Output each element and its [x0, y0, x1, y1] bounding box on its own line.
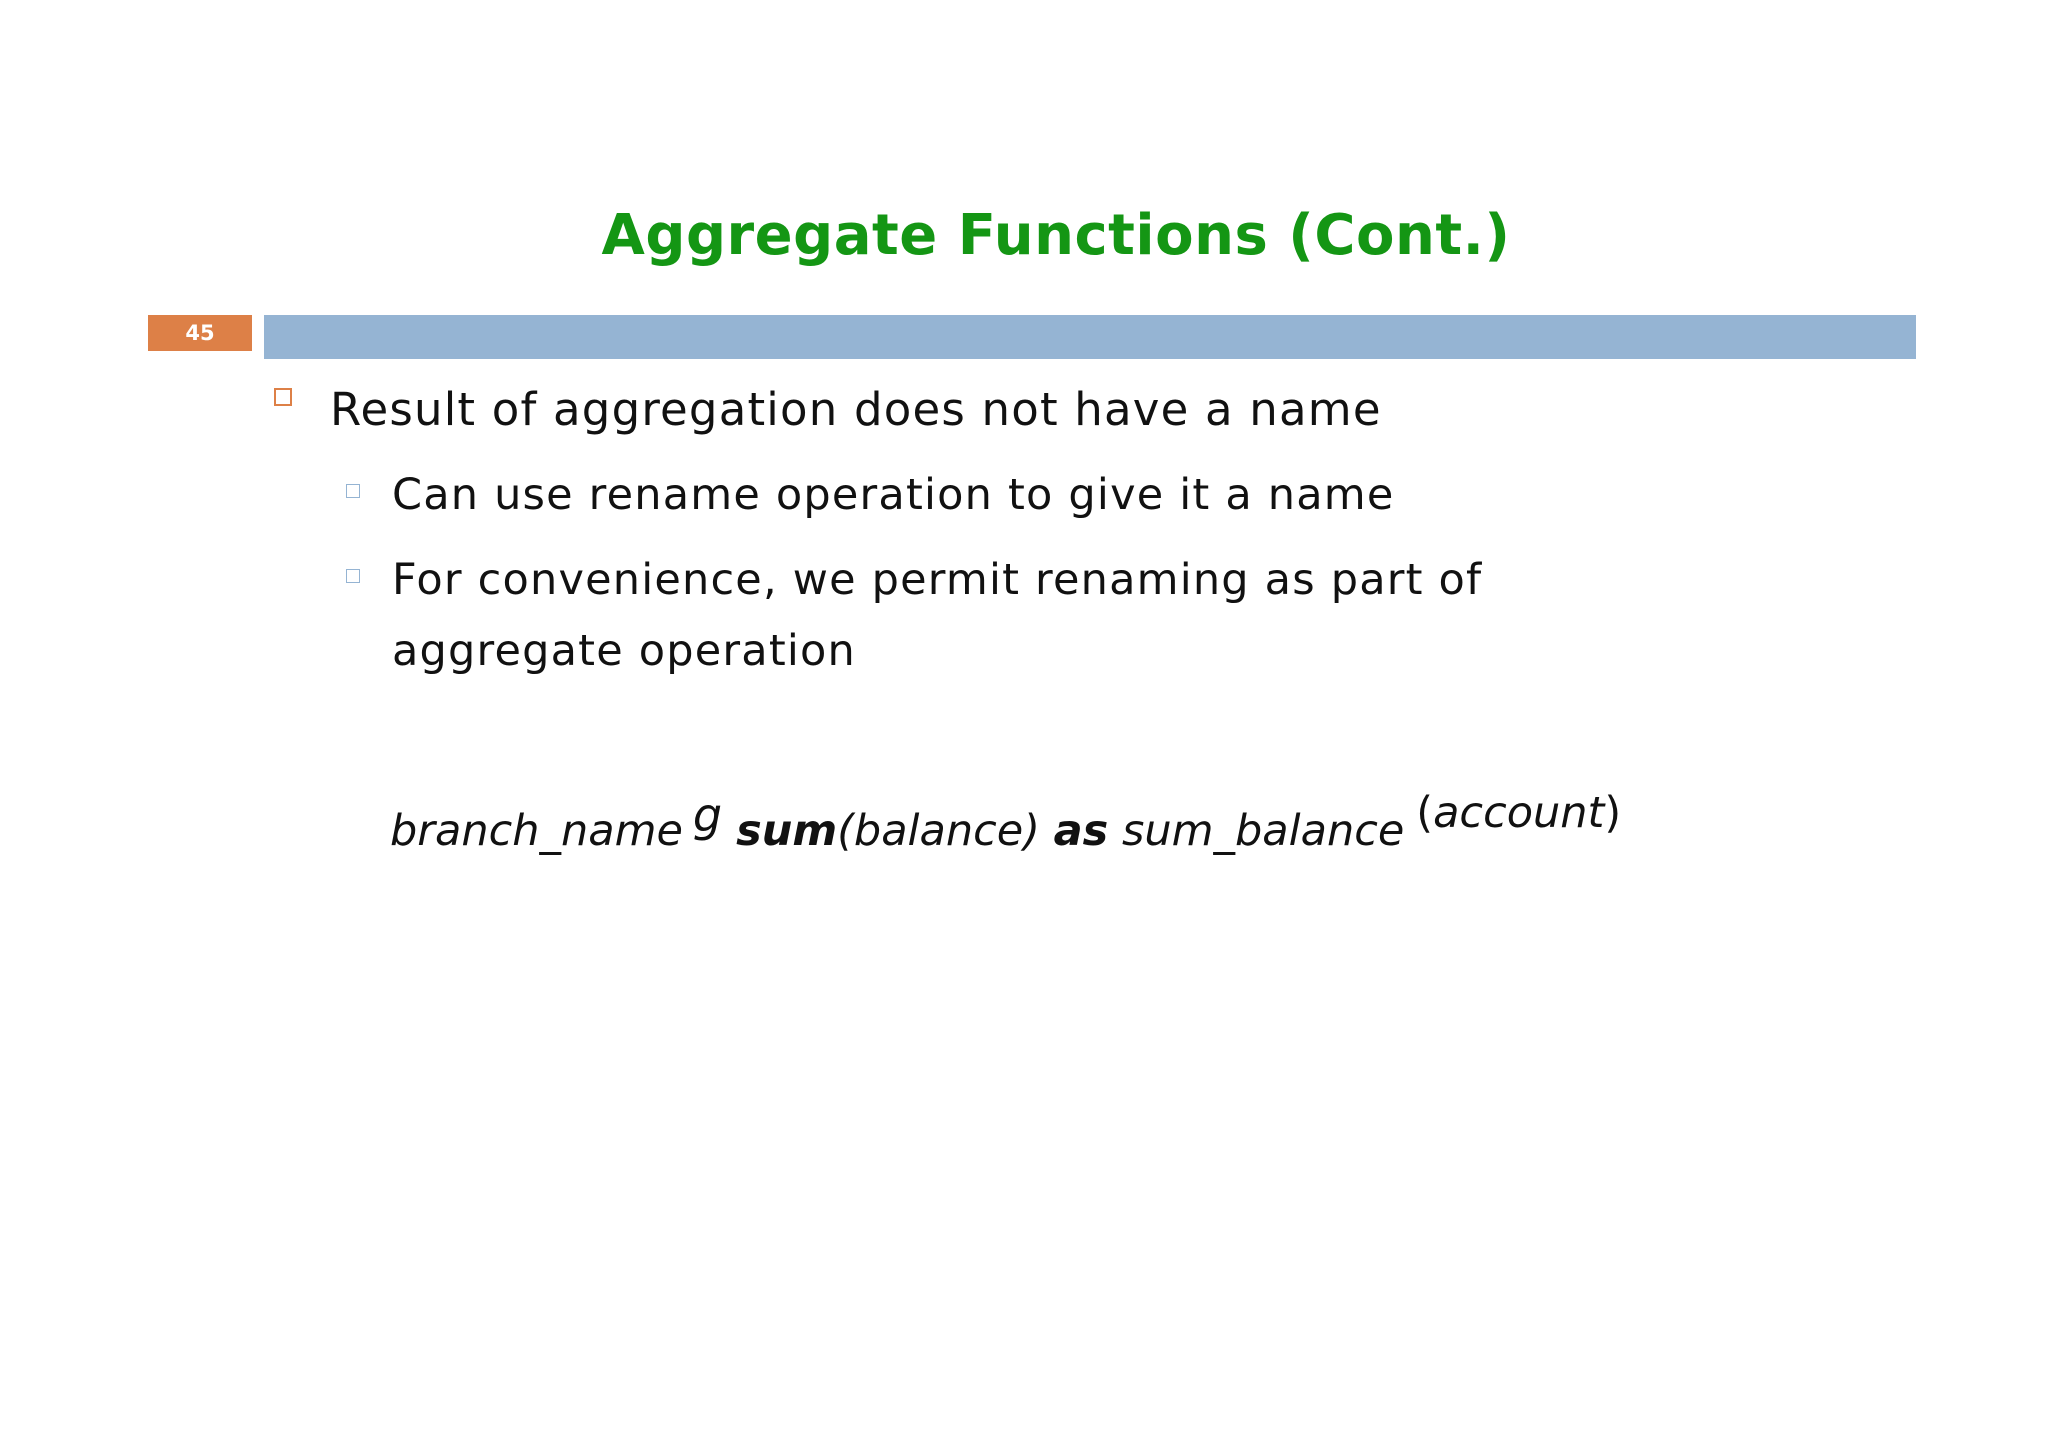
slide-title: Aggregate Functions (Cont.) — [601, 203, 1511, 268]
alias-name: sum_balance — [1121, 806, 1405, 856]
aggregate-function: sum — [736, 806, 838, 856]
aggregation-operator: g — [692, 788, 723, 842]
sub-bullet-item-continuation: aggregate operation — [392, 626, 857, 676]
square-bullet-icon — [274, 388, 292, 406]
sub-bullet-item: For convenience, we permit renaming as part of — [392, 555, 1483, 605]
relation-argument: (account) — [1416, 788, 1622, 838]
group-by-attribute: branch_name — [390, 806, 683, 856]
aggregate-argument: (balance) — [837, 806, 1040, 856]
bullet-item: Result of aggregation does not have a name — [330, 383, 1382, 436]
square-bullet-icon — [346, 569, 360, 583]
title-underline-bar — [264, 315, 1916, 359]
slide-number-badge: 45 — [148, 315, 252, 351]
relational-algebra-expression — [390, 788, 1622, 856]
square-bullet-icon — [346, 484, 360, 498]
sub-bullet-item: Can use rename operation to give it a name — [392, 470, 1395, 520]
as-keyword: as — [1053, 806, 1109, 856]
